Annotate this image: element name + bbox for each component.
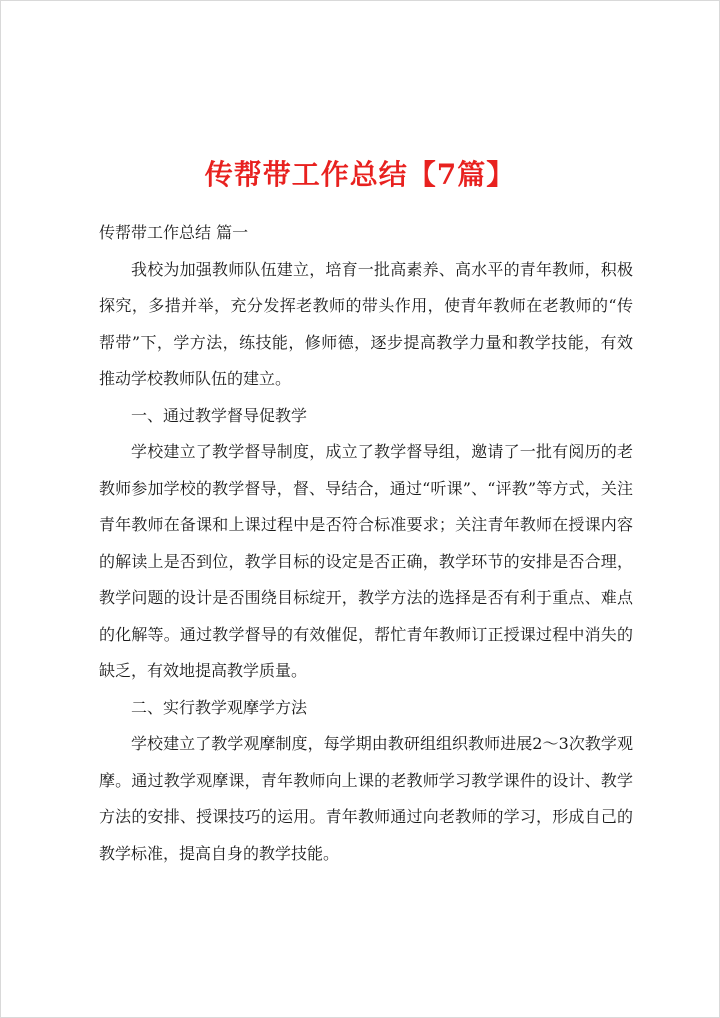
- section-paragraph-1: 学校建立了教学督导制度，成立了教学督导组，邀请了一批有阅历的老教师参加学校的教学督导，督、导结合，通过“听课”、“评教”等方式，关注青年教师在备课和上课过程中是否符合标准要求；关注青年教师在授课内容的解读上是否到位，教学目标的设定是否正确，教学环节的安排是否合理，教学问题的设计是否围绕目标绽开，教学方法的选择是否有利于重点、难点的化解等。通过教学督导的有效催促，帮忙青年教师订正授课过程中消失的缺乏，有效地提高教学质量。: [99, 442, 633, 680]
- document-title: 传帮带工作总结【7篇】: [204, 158, 516, 191]
- intro-paragraph: 我校为加强教师队伍建立，培育一批高素养、高水平的青年教师，积极探究，多措并举，充分发挥老教师的带头作用，使青年教师在老教师的“传帮带”下，学方法，练技能，修师德，逐步提高教学力量和教学技能，有效推动学校教师队伍的建立。: [99, 259, 633, 388]
- section-subheading: 传帮带工作总结 篇一: [99, 223, 249, 242]
- section-heading-2: 二、实行教学观摩学方法: [131, 697, 308, 717]
- section-paragraph-2: 学校建立了教学观摩制度，每学期由教研组组织教师进展2～3次教学观摩。通过教学观摩课，青年教师向上课的老教师学习教学课件的设计、教学方法的安排、授课技巧的运用。青年教师通过向老教师的学习，形成自己的教学标准，提高自身的教学技能。: [99, 734, 633, 863]
- section-heading-1: 一、通过教学督导促教学: [131, 405, 308, 425]
- document-body: [99, 215, 633, 872]
